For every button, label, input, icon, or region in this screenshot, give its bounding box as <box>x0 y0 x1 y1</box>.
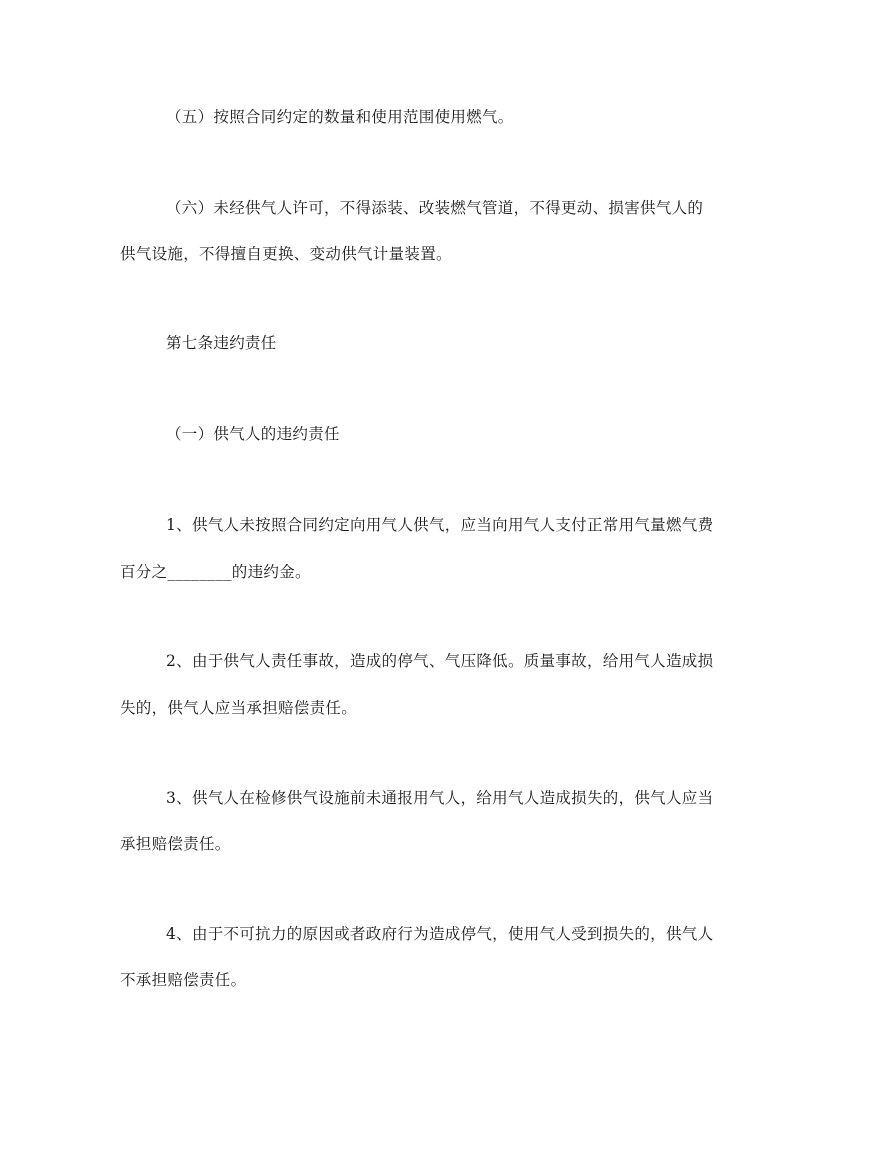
paragraph-6-line-2: 供气设施，不得擅自更换、变动供气计量装置。 <box>120 245 452 263</box>
paragraph-5-line-1: （五）按照合同约定的数量和使用范围使用燃气。 <box>166 108 514 126</box>
clause-2-line-1: 2、由于供气人责任事故，造成的停气、气压降低。质量事故，给用气人造成损 <box>166 652 714 670</box>
paragraph-6-line-1: （六）未经供气人许可，不得添装、改装燃气管道，不得更动、损害供气人的 <box>166 199 704 217</box>
clause-1-line-1: 1、供气人未按照合同约定向用气人供气，应当向用气人支付正常用气量燃气费 <box>166 516 714 534</box>
clause-4-line-1: 4、由于不可抗力的原因或者政府行为造成停气，使用气人受到损失的，供气人 <box>166 925 714 943</box>
clause-3-line-2: 承担赔偿责任。 <box>120 835 231 853</box>
clause-1-line-2: 百分之________的违约金。 <box>120 563 311 581</box>
clause-3-line-1: 3、供气人在检修供气设施前未通报用气人，给用气人造成损失的，供气人应当 <box>166 789 714 807</box>
article-7-heading: 第七条违约责任 <box>166 334 277 352</box>
section-1-heading: （一）供气人的违约责任 <box>166 425 340 443</box>
clause-4-line-2: 不承担赔偿责任。 <box>120 971 247 989</box>
clause-2-line-2: 失的，供气人应当承担赔偿责任。 <box>120 699 358 717</box>
